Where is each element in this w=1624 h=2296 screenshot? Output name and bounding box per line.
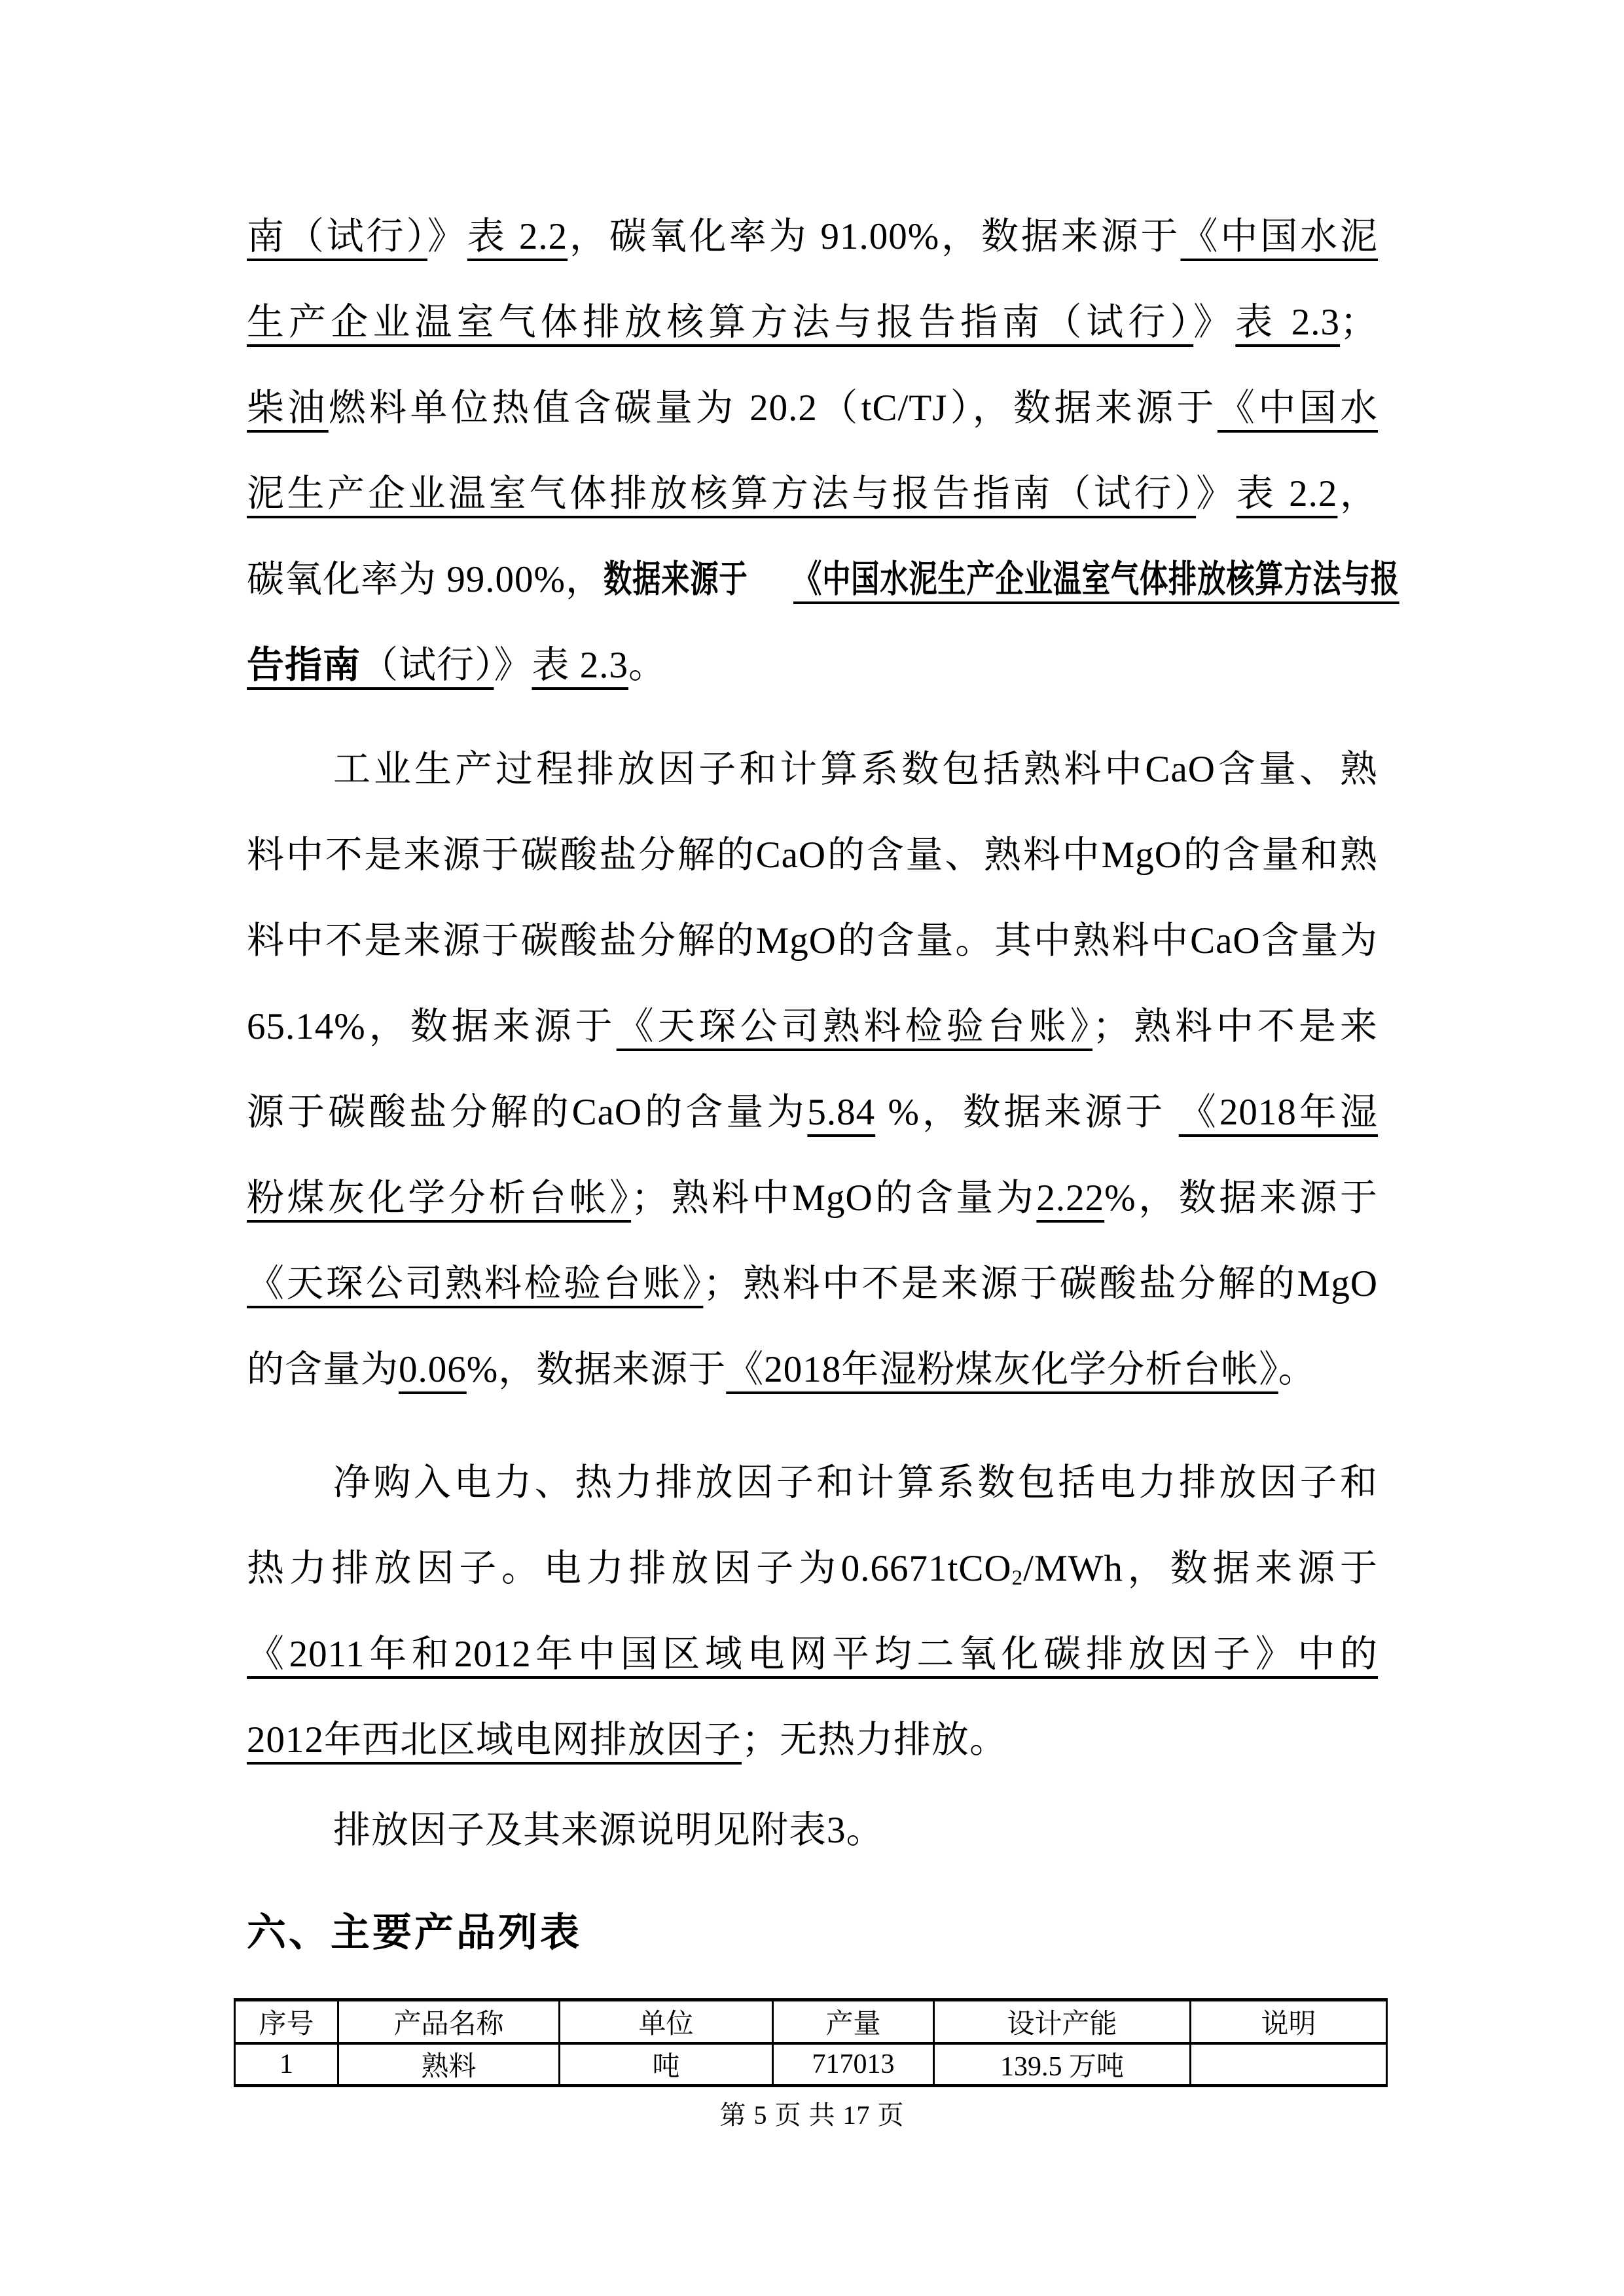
text-segment: ；熟料中不是来 xyxy=(1092,1006,1379,1047)
text-segment: 表 2.3 xyxy=(1235,302,1341,343)
text-segment: 南（试行） xyxy=(247,216,427,257)
text-segment: 源于碳酸盐分解的CaO的含量为 xyxy=(247,1092,808,1133)
column-header: 说明 xyxy=(1191,2000,1387,2044)
text-segment: 表 2.2 xyxy=(467,216,568,257)
paragraph-p2 xyxy=(247,726,1378,1412)
text-segment: ； xyxy=(1340,302,1379,343)
text-line xyxy=(247,451,1378,537)
text-segment: 《中国水泥生产企业温室气体排放核算方法与报 xyxy=(793,558,1399,600)
text-segment: 泥生产企业温室气体排放核算方法与报告指南（试行） xyxy=(247,473,1197,514)
text-segment: 》 xyxy=(494,645,532,686)
table-cell: 熟料 xyxy=(338,2043,560,2086)
text-line xyxy=(247,1327,1378,1412)
text-segment: 《2018年湿 xyxy=(1178,1092,1379,1133)
text-segment: %，数据来源于 xyxy=(1104,1177,1378,1219)
text-line xyxy=(247,726,1378,812)
table-cell xyxy=(1191,2043,1387,2086)
table-cell: 1 xyxy=(235,2043,338,2086)
text-segment: ；熟料中MgO的含量为 xyxy=(631,1177,1037,1219)
text-segment: 。 xyxy=(628,645,666,686)
text-segment: 《中国水 xyxy=(1217,387,1379,429)
text-segment: 》 xyxy=(1196,473,1236,514)
text-segment: 料中不是来源于碳酸盐分解的CaO的含量、熟料中MgO的含量和熟 xyxy=(247,834,1378,876)
column-header: 产量 xyxy=(773,2000,934,2044)
text-segment: 2.22 xyxy=(1036,1177,1105,1219)
text-segment: 数据来源于 xyxy=(603,558,748,600)
table-row xyxy=(235,2043,1387,2086)
text-segment: 热力排放因子。电力排放因子为0.6671tCO xyxy=(247,1548,1012,1589)
text-segment: 》 xyxy=(427,216,467,257)
table-header-row xyxy=(235,2000,1387,2044)
text-segment: 柴油 xyxy=(247,387,329,429)
text-line xyxy=(247,812,1378,898)
column-header: 产品名称 xyxy=(338,2000,560,2044)
section-header: 六、主要产品列表 xyxy=(247,1910,582,1954)
text-segment: ， xyxy=(1337,473,1379,514)
text-segment: 《2011年和2012年中国区域电网平均二氧化碳排放因子》中的 xyxy=(247,1634,1378,1675)
text-line xyxy=(247,1440,1378,1526)
text-segment: 表 2.2 xyxy=(1236,473,1338,514)
text-segment: 2 xyxy=(1011,1566,1024,1590)
text-line xyxy=(247,1069,1378,1155)
column-header: 序号 xyxy=(235,2000,338,2044)
text-segment: 排放因子及其来源说明见附表3。 xyxy=(333,1810,884,1851)
text-line xyxy=(247,1611,1378,1697)
text-segment: %，数据来源于 xyxy=(875,1092,1179,1133)
text-segment: 0.06 xyxy=(399,1349,467,1390)
text-segment: 《中国水泥 xyxy=(1180,216,1379,257)
text-line xyxy=(247,898,1378,984)
text-segment: 粉煤灰化学分析台帐》 xyxy=(247,1177,632,1219)
page-footer: 第 5 页 共 17 页 xyxy=(719,2100,905,2130)
column-header: 设计产能 xyxy=(934,2000,1191,2044)
text-segment: 表 2.3 xyxy=(532,645,628,686)
text-segment: 5.84 xyxy=(807,1092,876,1133)
text-segment: 燃料单位热值含碳量为 20.2（tC/TJ），数据来源于 xyxy=(328,387,1218,429)
text-segment: 的含量为 xyxy=(247,1349,399,1390)
text-segment: ；熟料中不是来源于碳酸盐分解的MgO xyxy=(703,1263,1378,1304)
table-cell: 717013 xyxy=(773,2043,934,2086)
text-line xyxy=(247,1155,1378,1241)
text-segment: 告指南 xyxy=(247,644,361,686)
text-line xyxy=(247,1241,1378,1327)
paragraph-p1 xyxy=(247,194,1399,708)
text-segment: /MWh，数据来源于 xyxy=(1023,1548,1378,1589)
text-segment: 《天琛公司熟料检验台账》 xyxy=(616,1006,1093,1047)
text-segment: 净购入电力、热力排放因子和计算系数包括电力排放因子和 xyxy=(333,1462,1378,1503)
text-line xyxy=(247,984,1378,1069)
text-segment: 碳氧化率为 99.00%， xyxy=(247,559,604,600)
text-segment: 。 xyxy=(1278,1349,1316,1390)
text-segment: 》 xyxy=(1193,302,1236,343)
text-line xyxy=(247,622,1378,708)
text-line xyxy=(247,365,1378,451)
paragraph-p4 xyxy=(247,1787,1378,1873)
table-cell: 吨 xyxy=(560,2043,773,2086)
paragraph-p3 xyxy=(247,1440,1378,1783)
text-segment: 料中不是来源于碳酸盐分解的MgO的含量。其中熟料中CaO含量为 xyxy=(247,920,1378,961)
text-segment: （试行） xyxy=(361,645,494,686)
text-segment: 生产企业温室气体排放核算方法与报告指南（试行） xyxy=(247,302,1194,343)
products-table xyxy=(234,1998,1388,2087)
text-segment: ，碳氧化率为 91.00%，数据来源于 xyxy=(568,216,1181,257)
text-segment: 工业生产过程排放因子和计算系数包括熟料中CaO含量、熟 xyxy=(333,749,1378,790)
text-line xyxy=(247,1787,1378,1873)
text-line xyxy=(247,537,1399,622)
text-segment: 《2018年湿粉煤灰化学分析台帐》 xyxy=(726,1349,1278,1390)
text-line xyxy=(247,1526,1378,1611)
text-segment: 《天琛公司熟料检验台账》 xyxy=(247,1263,704,1304)
table-cell: 139.5 万吨 xyxy=(934,2043,1191,2086)
text-line xyxy=(247,279,1378,365)
text-segment: ；无热力排放。 xyxy=(742,1719,1007,1761)
text-line xyxy=(247,1697,1378,1783)
text-segment: 2012年西北区域电网排放因子 xyxy=(247,1719,742,1761)
text-segment: 65.14%，数据来源于 xyxy=(247,1006,617,1047)
column-header: 单位 xyxy=(560,2000,773,2044)
text-line xyxy=(247,194,1378,279)
text-segment: %，数据来源于 xyxy=(466,1349,727,1390)
table-body xyxy=(235,2043,1387,2086)
